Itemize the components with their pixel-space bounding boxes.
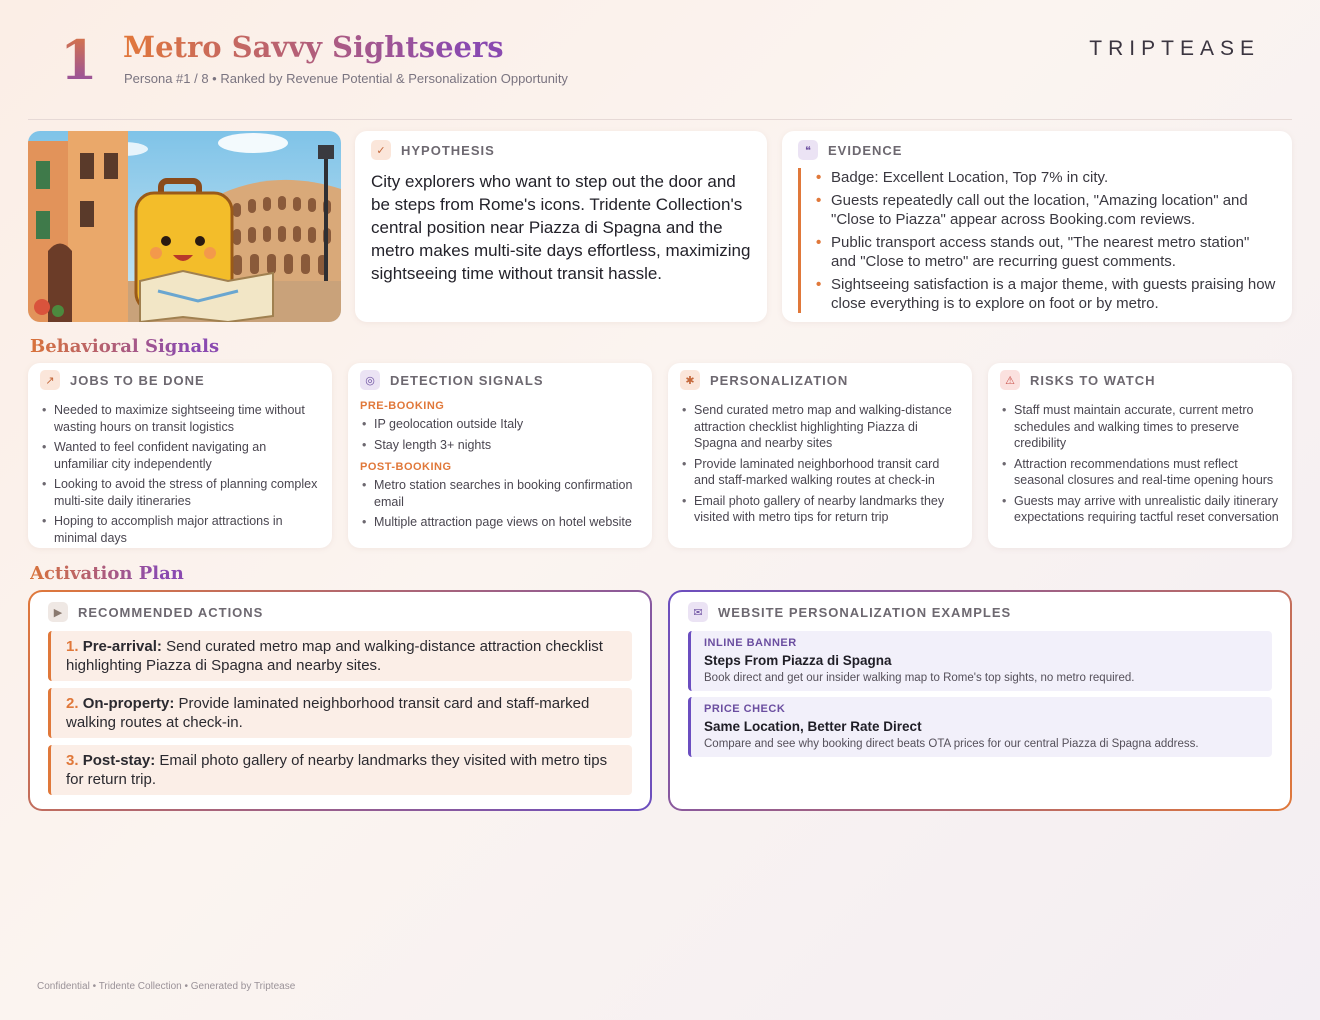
web-example-body: Book direct and get our insider walking map to Rome's top sights, no metro required. bbox=[704, 672, 1135, 684]
post-booking-label: POST-BOOKING bbox=[360, 461, 452, 473]
recommended-actions-panel bbox=[28, 590, 652, 811]
hero-illustration bbox=[28, 131, 341, 322]
suitcase-colosseum-illustration bbox=[28, 131, 341, 322]
page-subtitle: Persona #1 / 8 • Ranked by Revenue Potential & Personalization Opportunity bbox=[124, 71, 568, 86]
personalization-card bbox=[668, 363, 972, 548]
hypothesis-label: HYPOTHESIS bbox=[401, 142, 495, 158]
activation-plan-heading: Activation Plan bbox=[30, 563, 184, 584]
header-divider bbox=[28, 119, 1292, 120]
action-text: Email photo gallery of nearby landmarks they visited with metro tips for return trip. bbox=[66, 752, 608, 788]
jobs-list bbox=[40, 402, 318, 546]
action-phase: On-property: bbox=[82, 695, 175, 712]
web-example bbox=[688, 697, 1272, 757]
web-example-title: Steps From Piazza di Spagna bbox=[704, 653, 892, 668]
risks-label: RISKS TO WATCH bbox=[1030, 372, 1156, 388]
page-title: Metro Savvy Sightseers bbox=[123, 30, 504, 64]
personalization-list bbox=[680, 402, 958, 526]
web-example-title: Same Location, Better Rate Direct bbox=[704, 719, 922, 734]
action-item bbox=[48, 745, 632, 795]
evidence-item: • Badge: Excellent Location, Top 7% in city. bbox=[815, 168, 1276, 187]
recommended-actions-label: RECOMMENDED ACTIONS bbox=[78, 604, 264, 620]
evidence-label: EVIDENCE bbox=[828, 142, 903, 158]
persona-rank: 1 bbox=[60, 28, 98, 92]
detection-label: DETECTION SIGNALS bbox=[390, 372, 544, 388]
jobs-label: JOBS TO BE DONE bbox=[70, 372, 205, 388]
action-text: Provide laminated neighborhood transit card and staff-marked walking routes at check-in. bbox=[66, 695, 590, 731]
sparkle-icon: ✱ bbox=[680, 370, 700, 390]
list-item: • Needed to maximize sightseeing time without wasting hours on transit logistics bbox=[40, 402, 318, 435]
list-item: • Guests may arrive with unrealistic daily itinerary expectations requiring tactful reset conversation bbox=[1000, 493, 1280, 526]
evidence-list bbox=[798, 168, 1276, 313]
play-icon: ▶ bbox=[48, 602, 68, 622]
risks-card bbox=[988, 363, 1292, 548]
risks-list bbox=[1000, 402, 1280, 526]
list-item: • IP geolocation outside Italy bbox=[360, 416, 638, 433]
list-item: • Provide laminated neighborhood transit card and staff-marked walking routes at check-in bbox=[680, 456, 958, 489]
action-number: 3. bbox=[66, 752, 79, 769]
list-item: • Staff must maintain accurate, current metro schedules and walking times to preserve credibility bbox=[1000, 402, 1280, 452]
detection-card bbox=[348, 363, 652, 548]
behavioral-signals-heading: Behavioral Signals bbox=[30, 336, 220, 357]
web-example-kicker: INLINE BANNER bbox=[704, 637, 797, 649]
web-example-body: Compare and see why booking direct beats OTA prices for our central Piazza di Spagna address. bbox=[704, 738, 1199, 750]
hypothesis-text: City explorers who want to step out the door and be steps from Rome's icons. Tridente Collection's central position near Piazza di Spagna and the metro makes multi-site days effortless, maximizing sightseeing time without transit hassle. bbox=[371, 172, 751, 283]
web-example bbox=[688, 631, 1272, 691]
personalization-label: PERSONALIZATION bbox=[710, 372, 849, 388]
action-phase: Post-stay: bbox=[82, 752, 156, 769]
page-footer: Confidential • Tridente Collection • Generated by Triptease bbox=[37, 981, 296, 992]
evidence-item: • Sightseeing satisfaction is a major theme, with guests praising how close everything is to explore on foot or by metro. bbox=[815, 275, 1276, 313]
action-number: 1. bbox=[66, 638, 79, 655]
list-item: • Send curated metro map and walking-distance attraction checklist highlighting Piazza di Spagna and nearby sites bbox=[680, 402, 958, 452]
list-item: • Stay length 3+ nights bbox=[360, 437, 638, 454]
website-examples-label: WEBSITE PERSONALIZATION EXAMPLES bbox=[718, 604, 1012, 620]
envelope-icon: ✉ bbox=[688, 602, 708, 622]
action-item bbox=[48, 688, 632, 738]
list-item: • Multiple attraction page views on hotel website bbox=[360, 514, 638, 531]
website-personalization-panel bbox=[668, 590, 1292, 811]
list-item: • Attraction recommendations must reflect seasonal closures and real-time opening hours bbox=[1000, 456, 1280, 489]
pre-booking-label: PRE-BOOKING bbox=[360, 400, 445, 412]
page-header bbox=[0, 0, 1320, 120]
action-number: 2. bbox=[66, 695, 79, 712]
quote-icon: ❝ bbox=[798, 140, 818, 160]
list-item: • Looking to avoid the stress of planning complex multi-site daily itineraries bbox=[40, 476, 318, 509]
warning-icon: ⚠ bbox=[1000, 370, 1020, 390]
list-item: • Wanted to feel confident navigating an unfamiliar city independently bbox=[40, 439, 318, 472]
target-icon: ◎ bbox=[360, 370, 380, 390]
list-item: • Metro station searches in booking confirmation email bbox=[360, 477, 638, 510]
action-item bbox=[48, 631, 632, 681]
hypothesis-card bbox=[355, 131, 767, 322]
action-text: Send curated metro map and walking-distance attraction checklist highlighting Piazza di Spagna and nearby sites. bbox=[66, 638, 603, 674]
arrow-up-right-icon: ↗ bbox=[40, 370, 60, 390]
brand-logo: TRIPTEASE bbox=[1089, 37, 1260, 60]
web-example-kicker: PRICE CHECK bbox=[704, 703, 786, 715]
check-icon: ✓ bbox=[371, 140, 391, 160]
action-phase: Pre-arrival: bbox=[82, 638, 162, 655]
post-booking-list bbox=[360, 477, 638, 531]
evidence-card bbox=[782, 131, 1292, 322]
evidence-item: • Public transport access stands out, "The nearest metro station" and "Close to metro" are recurring guest comments. bbox=[815, 233, 1276, 271]
list-item: • Hoping to accomplish major attractions in minimal days bbox=[40, 513, 318, 546]
pre-booking-list bbox=[360, 416, 638, 453]
list-item: • Email photo gallery of nearby landmarks they visited with metro tips for return trip bbox=[680, 493, 958, 526]
jobs-card bbox=[28, 363, 332, 548]
evidence-item: • Guests repeatedly call out the location, "Amazing location" and "Close to Piazza" appear across Booking.com reviews. bbox=[815, 191, 1276, 229]
